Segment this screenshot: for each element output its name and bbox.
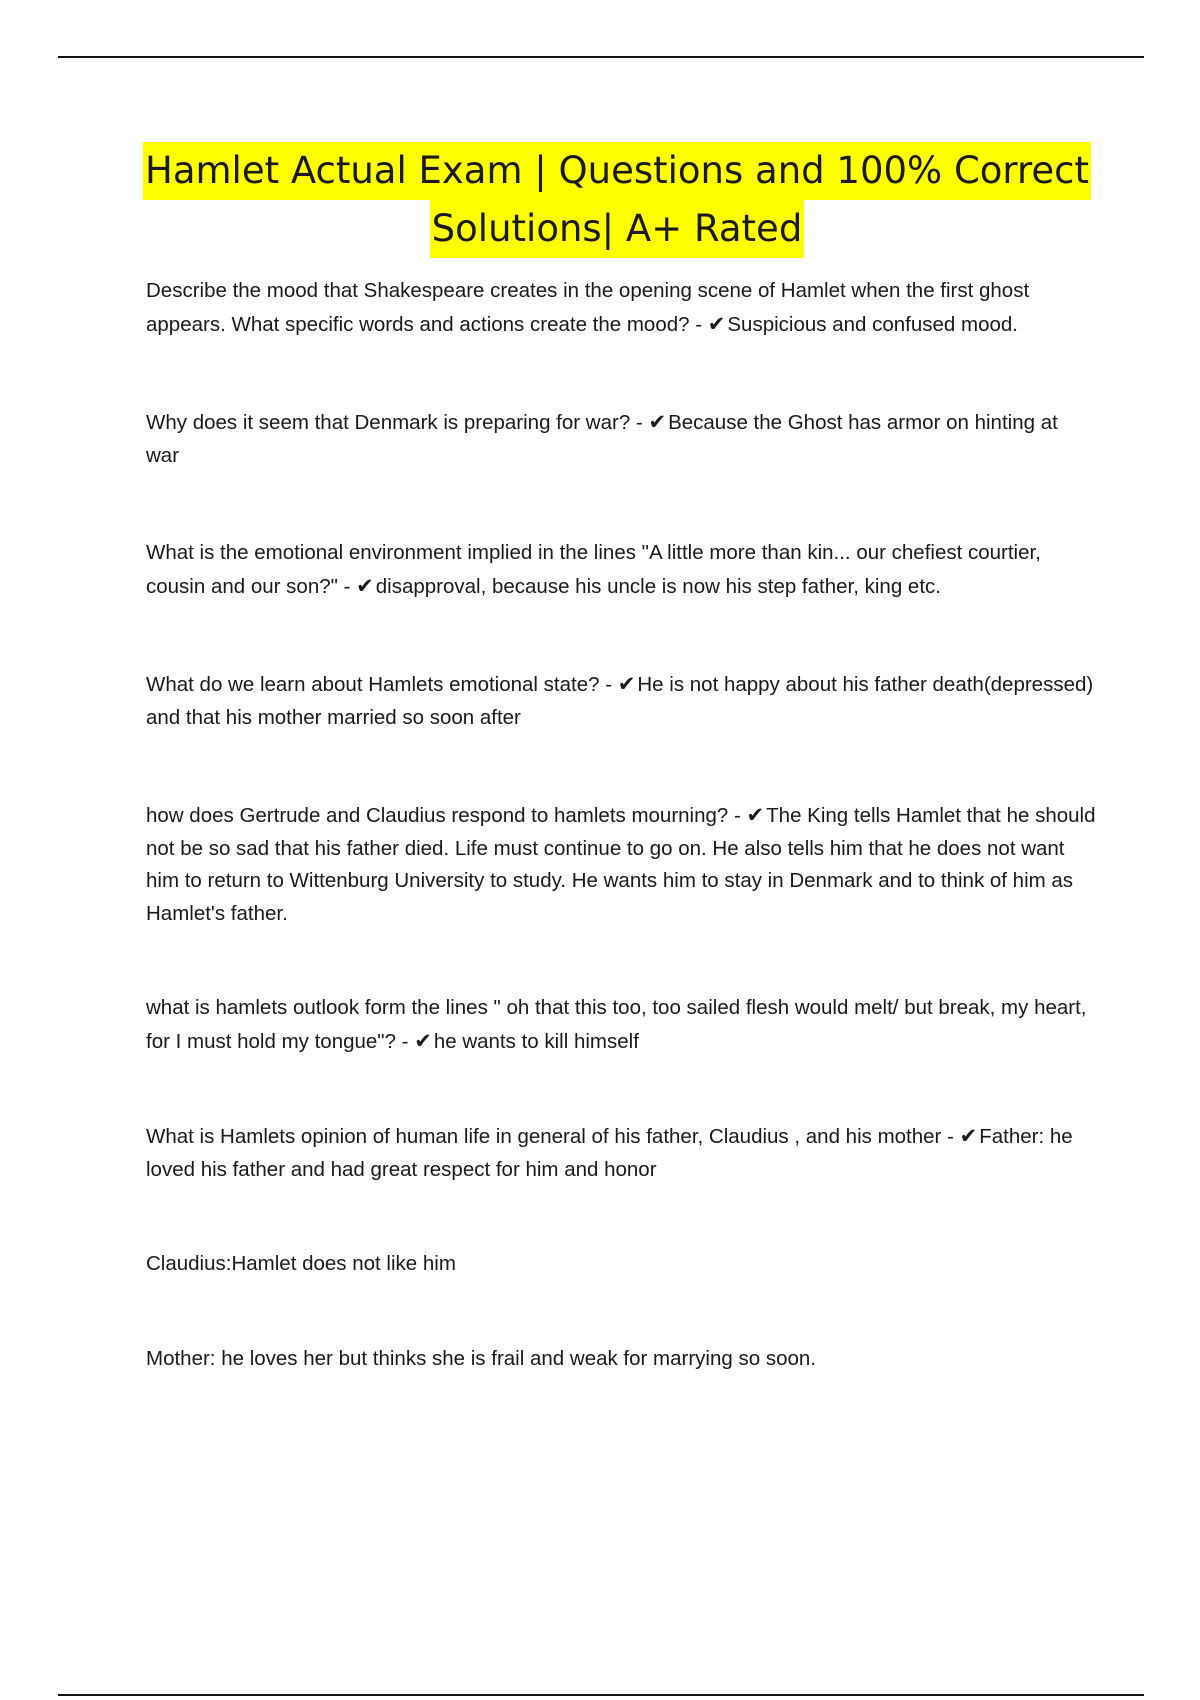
document-title [120,142,1114,258]
check-mark-icon: ✔ [648,410,667,434]
qa-item-1 [146,275,1096,341]
check-mark-icon: ✔ [356,573,374,598]
qa-item-6 [146,992,1096,1058]
question-text: What is the emotional environment implied in the lines "A little more than kin... our chefiest courtier, cousin and our son?" - [146,541,1041,598]
title-line-1: Hamlet Actual Exam | Questions and 100% Correct [143,142,1091,200]
qa-item-5 [146,799,1096,930]
question-text: what is hamlets outlook form the lines " oh that this too, too sailed flesh would melt/ but break, my heart, for I must hold my tongue"? - [146,996,1087,1053]
answer-text: he wants to kill himself [433,1029,639,1053]
question-text: Why does it seem that Denmark is preparing for war? - [146,411,643,434]
answer-continuation-mother: Mother: he loves her but thinks she is frail and weak for marrying so soon. [146,1346,816,1370]
bottom-rule [58,1694,1144,1696]
answer-text: He is not happy about his father death(depressed) and that his mother married so soon after [146,673,1094,729]
top-rule [58,56,1144,58]
check-mark-icon: ✔ [617,672,636,696]
question-text: What is Hamlets opinion of human life in general of his father, Claudius , and his mother - [146,1125,954,1148]
answer-text: Suspicious and confused mood. [727,312,1018,336]
answer-text: The King tells Hamlet that he should not be so sad that his father died. Life must continue to go on. He also tells him that he does not want him to return to Wittenburg University to study. He wants him to stay in Denmark and to think of him as Hamlet's father. [146,804,1096,925]
qa-item-3 [146,537,1096,603]
qa-item-2 [146,406,1096,472]
check-mark-icon: ✔ [746,803,765,827]
answer-text: Because the Ghost has armor on hinting at war [146,411,1058,467]
qa-content [146,275,1096,1375]
question-text: Describe the mood that Shakespeare creates in the opening scene of Hamlet when the first ghost appears. What specific words and actions create the mood? - [146,279,1030,336]
qa-item-4 [146,668,1096,734]
question-text: how does Gertrude and Claudius respond to hamlets mourning? - [146,804,741,827]
answer-continuation-claudius: Claudius:Hamlet does not like him [146,1252,456,1275]
qa-item-7 [146,1120,1096,1186]
title-line-2: Solutions| A+ Rated [430,200,805,258]
check-mark-icon: ✔ [959,1124,978,1148]
question-text: What do we learn about Hamlets emotional state? - [146,673,613,696]
check-mark-icon: ✔ [707,311,726,336]
answer-text: Father: he loved his father and had great respect for him and honor [146,1125,1073,1181]
answer-text: disapproval, because his uncle is now his step father, king etc. [375,574,941,598]
check-mark-icon: ✔ [414,1028,432,1053]
